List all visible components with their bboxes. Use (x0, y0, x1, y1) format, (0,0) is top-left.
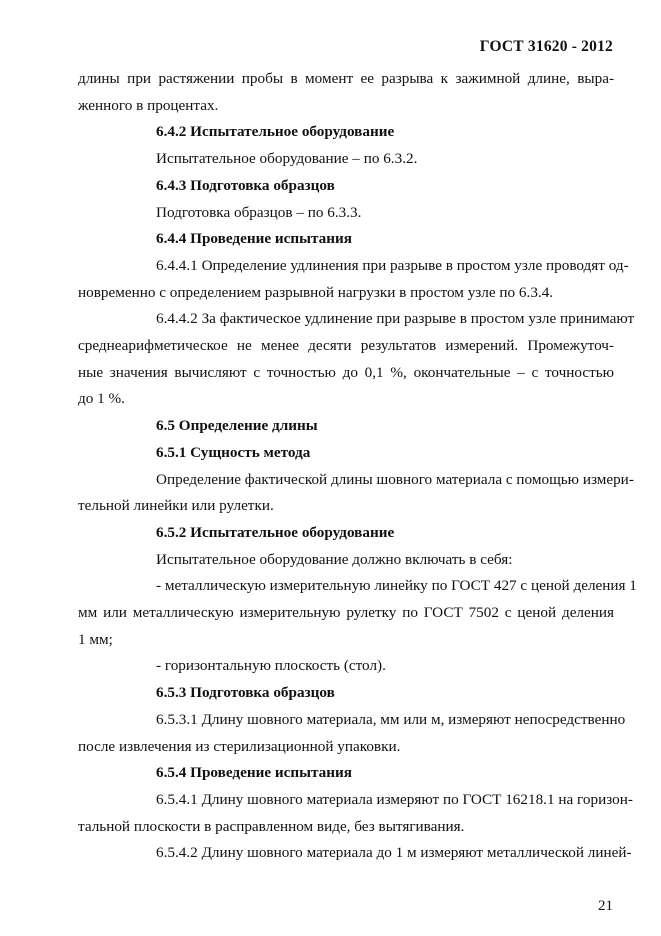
section-heading: 6.4.2 Испытательное оборудование (156, 123, 395, 141)
text-line: после извлечения из стерилизационной упаковки. (78, 737, 401, 755)
text-line: длины при растяжении пробы в момент ее разрыва к зажимной длине, выра- (78, 70, 614, 87)
text-line: 6.5.4.2 Длину шовного материала до 1 м измеряют металлической линей- (156, 844, 632, 862)
text-line: тельной линейки или рулетки. (78, 497, 274, 515)
section-heading: 6.5.1 Сущность метода (156, 443, 311, 461)
text-line: 6.4.4.2 За фактическое удлинение при разрыве в простом узле принимают (156, 310, 635, 328)
section-heading: 6.4.4 Проведение испытания (156, 230, 352, 248)
text-line: Подготовка образцов – по 6.3.3. (156, 203, 362, 221)
text-line: 6.4.4.1 Определение удлинения при разрыве в простом узле проводят од- (156, 256, 629, 274)
page-number: 21 (598, 898, 613, 914)
text-line: новременно с определением разрывной нагрузки в простом узле по 6.3.4. (78, 283, 554, 301)
text-line: среднеарифметическое не менее десяти результатов измерений. Промежуточ- (78, 337, 614, 355)
section-heading: 6.5 Определение длины (156, 417, 318, 435)
text-line: тальной плоскости в расправленном виде, без вытягивания. (78, 817, 465, 835)
text-line: до 1 %. (78, 390, 125, 408)
list-item: - металлическую измерительную линейку по ГОСТ 427 с ценой деления 1 (156, 577, 637, 595)
section-heading: 6.5.2 Испытательное оборудование (156, 523, 395, 541)
text-line: ные значения вычисляют с точностью до 0,1 %, окончательные – с точностью (78, 363, 614, 381)
section-heading: 6.5.3 Подготовка образцов (156, 684, 335, 702)
document-header (480, 38, 613, 56)
text-line: Определение фактической длины шовного материала с помощью измери- (156, 470, 634, 488)
document-body (78, 66, 637, 867)
text-line: Испытательное оборудование – по 6.3.2. (156, 150, 418, 168)
text-line: мм или металлическую измерительную рулетку по ГОСТ 7502 с ценой деления (78, 604, 614, 622)
standard-designation: ГОСТ 31620 - 2012 (479, 38, 613, 55)
text-line: 6.5.4.1 Длину шовного материала измеряют по ГОСТ 16218.1 на горизон- (156, 790, 633, 808)
text-line: женного в процентах. (78, 96, 219, 114)
text-line: 1 мм; (78, 630, 113, 648)
section-heading: 6.4.3 Подготовка образцов (156, 176, 335, 194)
section-heading: 6.5.4 Проведение испытания (156, 764, 352, 782)
text-line: 6.5.3.1 Длину шовного материала, мм или м, измеряют непосредственно (156, 710, 626, 728)
list-item: - горизонтальную плоскость (стол). (156, 657, 386, 675)
text-line: Испытательное оборудование должно включать в себя: (156, 550, 513, 568)
